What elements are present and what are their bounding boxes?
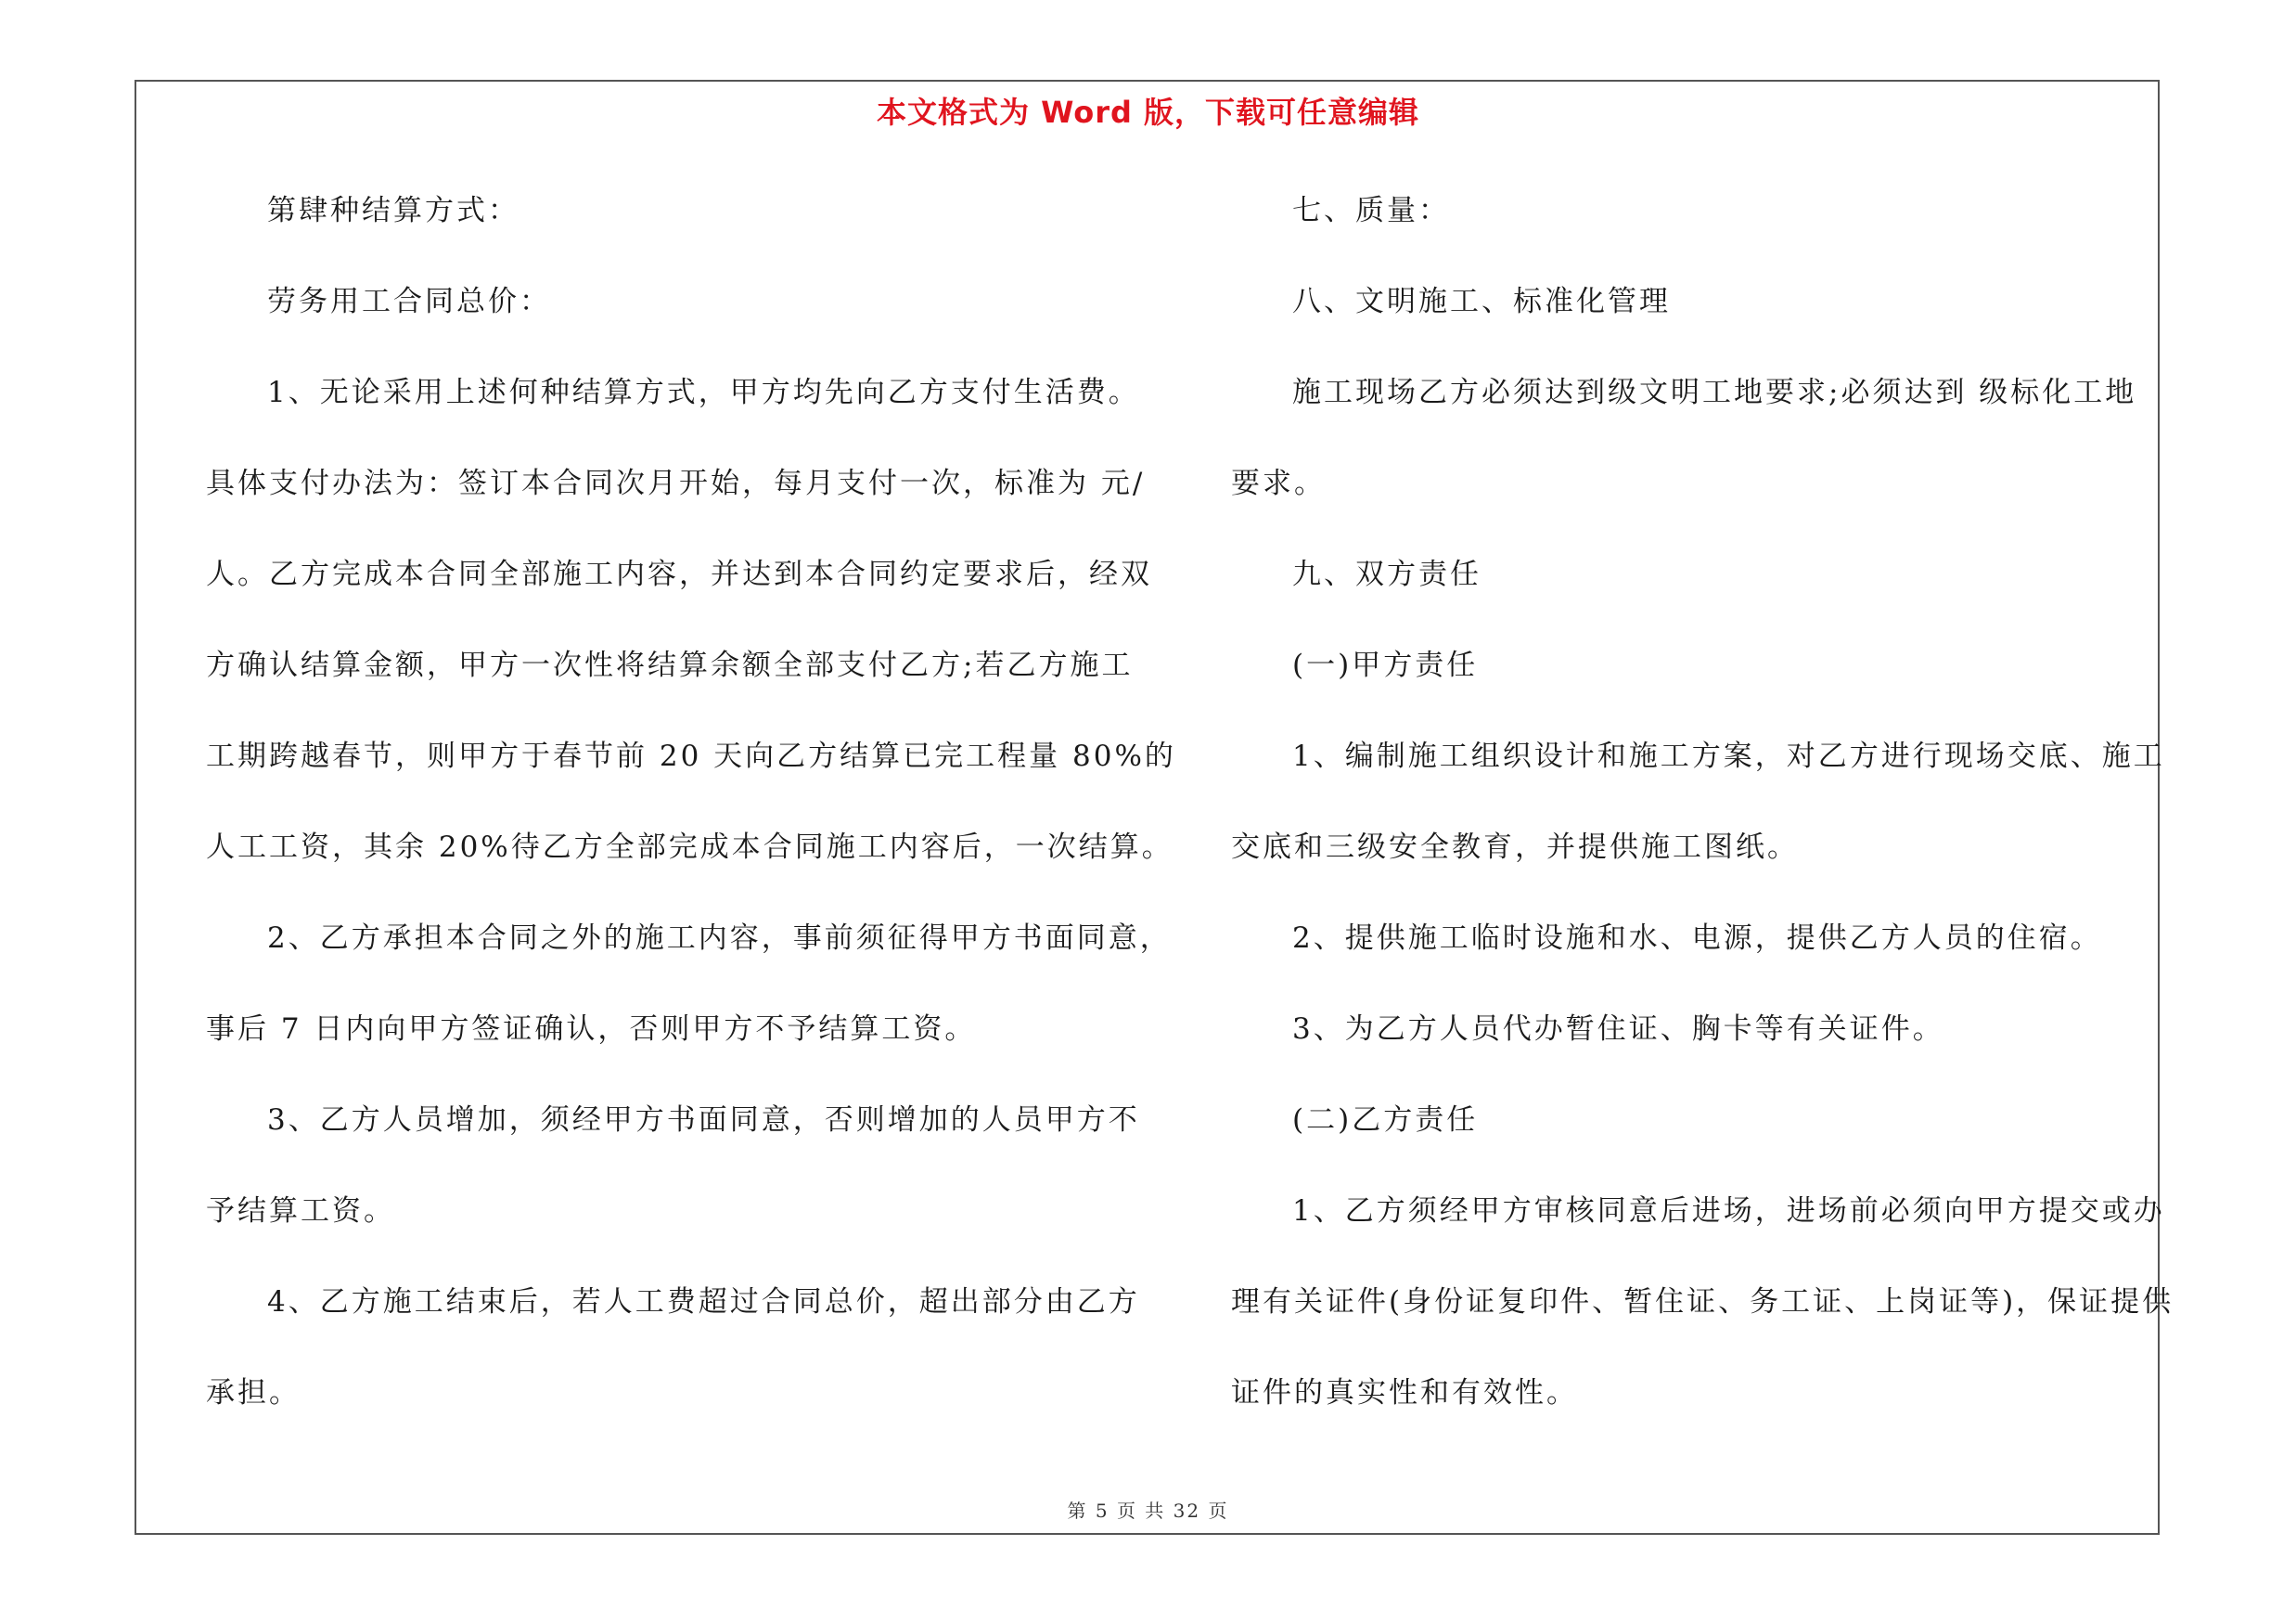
paragraph-line: 交底和三级安全教育，并提供施工图纸。 [1231, 831, 1799, 864]
paragraph-line: (一)甲方责任 [1292, 649, 1479, 682]
paragraph-line: 第肆种结算方式： [267, 194, 519, 227]
page-number-footer: 第 5 页 共 32 页 [1067, 1500, 1229, 1522]
left-column [206, 182, 1176, 1455]
paragraph-line: 4、乙方施工结束后，若人工费超过合同总价，超出部分由乙方 [267, 1285, 1140, 1319]
document-banner: 本文格式为 Word 版，下载可任意编辑 [876, 95, 1420, 130]
paragraph-line: 理有关证件(身份证复印件、暂住证、务工证、上岗证等)，保证提供 [1231, 1285, 2174, 1319]
paragraph-line: 3、乙方人员增加，须经甲方书面同意，否则增加的人员甲方不 [267, 1103, 1140, 1137]
paragraph-line: 予结算工资。 [206, 1194, 395, 1228]
paragraph-line: 方确认结算金额，甲方一次性将结算余额全部支付乙方;若乙方施工 [206, 649, 1134, 682]
paragraph-line: 1、无论采用上述何种结算方式，甲方均先向乙方支付生活费。 [267, 376, 1140, 409]
paragraph-line: 工期跨越春节，则甲方于春节前 20 天向乙方结算已完工程量 80%的 [206, 740, 1176, 773]
paragraph-line: 2、乙方承担本合同之外的施工内容，事前须征得甲方书面同意， [267, 921, 1172, 955]
paragraph-line: 七、质量： [1292, 194, 1450, 227]
paragraph-line: 2、提供施工临时设施和水、电源，提供乙方人员的住宿。 [1292, 921, 2102, 955]
paragraph-line: 证件的真实性和有效性。 [1231, 1376, 1578, 1410]
paragraph-line: 劳务用工合同总价： [267, 285, 551, 318]
paragraph-line: 要求。 [1231, 467, 1326, 500]
paragraph-line: (二)乙方责任 [1292, 1103, 1479, 1137]
paragraph-line: 具体支付办法为：签订本合同次月开始，每月支付一次，标准为 元/ [206, 467, 1146, 500]
paragraph-line: 1、乙方须经甲方审核同意后进场，进场前必须向甲方提交或办 [1292, 1194, 2165, 1228]
paragraph-line: 九、双方责任 [1292, 558, 1481, 591]
paragraph-line: 事后 7 日内向甲方签证确认，否则甲方不予结算工资。 [206, 1012, 977, 1046]
right-column [1231, 182, 2174, 1455]
paragraph-line: 3、为乙方人员代办暂住证、胸卡等有关证件。 [1292, 1012, 1944, 1046]
paragraph-line: 人工工资，其余 20%待乙方全部完成本合同施工内容后，一次结算。 [206, 831, 1174, 864]
paragraph-line: 施工现场乙方必须达到级文明工地要求;必须达到 级标化工地 [1292, 376, 2137, 409]
paragraph-line: 1、编制施工组织设计和施工方案，对乙方进行现场交底、施工 [1292, 740, 2165, 773]
paragraph-line: 八、文明施工、标准化管理 [1292, 285, 1671, 318]
paragraph-line: 承担。 [206, 1376, 301, 1410]
paragraph-line: 人。乙方完成本合同全部施工内容，并达到本合同约定要求后，经双 [206, 558, 1152, 591]
